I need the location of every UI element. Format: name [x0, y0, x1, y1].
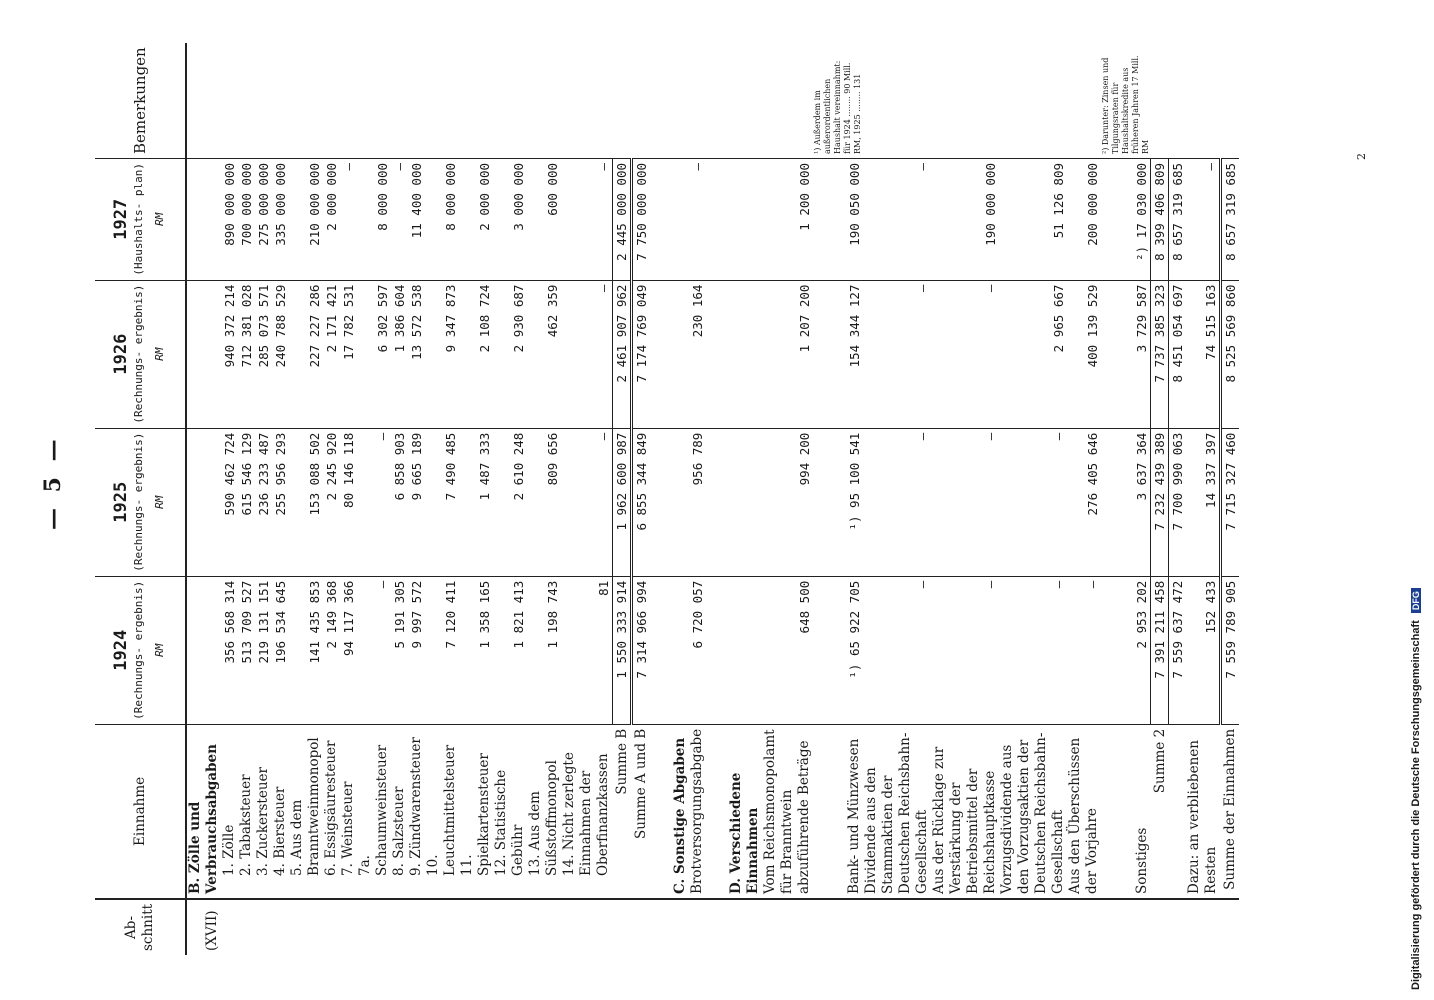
- value-cell: [672, 576, 689, 724]
- abschnitt-cell: [1169, 899, 1187, 955]
- year-unit: RM: [152, 347, 166, 361]
- summe-2b-row: [1169, 43, 1187, 955]
- bemerkung-cell: [493, 43, 527, 158]
- value-cell: [706, 159, 728, 281]
- bemerkung-cell: [612, 43, 631, 158]
- value-cell: —: [357, 576, 391, 724]
- value-cell: 219 131 151: [255, 576, 272, 724]
- abschnitt-cell: [631, 899, 650, 955]
- bemerkung-cell: [1169, 43, 1187, 158]
- bemerkung-cell: [561, 43, 612, 158]
- abschnitt-cell: [323, 899, 340, 955]
- bemerkung-cell: [289, 43, 323, 158]
- year-sub: (Rechnungs- ergebnis): [131, 284, 145, 424]
- bemerkung-cell: [931, 43, 999, 158]
- bemerkung-cell: [459, 43, 493, 158]
- year-unit: RM: [152, 495, 166, 509]
- value-cell: 7 232 439 389: [1151, 428, 1169, 576]
- header-abschnitt: Ab- schnitt: [95, 899, 186, 955]
- value-cell: 2 108 724: [459, 280, 493, 428]
- value-cell: —: [863, 280, 931, 428]
- value-cell: 7 174 769 049: [631, 280, 650, 428]
- abschnitt-cell: [1220, 899, 1239, 955]
- value-cell: 154 344 127: [813, 280, 863, 428]
- bemerkung-cell: [1151, 43, 1169, 158]
- value-cell: [650, 576, 672, 724]
- bemerkung-cell: [340, 43, 357, 158]
- value-cell: —: [999, 576, 1067, 724]
- abschnitt-cell: [689, 899, 706, 955]
- header-1926: [95, 280, 186, 428]
- table-row: [459, 43, 493, 955]
- table-row: [493, 43, 527, 955]
- value-cell: 2 149 368: [323, 576, 340, 724]
- bemerkung-cell: [672, 43, 689, 158]
- abschnitt-cell: [493, 899, 527, 955]
- value-cell: 712 381 028: [238, 280, 255, 428]
- value-cell: 7 737 385 323: [1151, 280, 1169, 428]
- table-row: [408, 43, 425, 955]
- abschnitt-cell: [289, 899, 323, 955]
- abschnitt-cell: [425, 899, 459, 955]
- value-cell: 335 000 000: [272, 159, 289, 281]
- value-cell: 7 314 966 994: [631, 576, 650, 724]
- value-cell: 275 000 000: [255, 159, 272, 281]
- spacer-row: [650, 43, 672, 955]
- value-cell: 285 073 571: [255, 280, 272, 428]
- year-sub: (Haushalts- plan): [131, 163, 145, 276]
- einnahme-label: 14. Nicht zerlegte Einnahmen der Oberfinanzkassen: [561, 724, 612, 899]
- value-cell: 700 000 000: [238, 159, 255, 281]
- abschnitt-cell: [863, 899, 931, 955]
- value-cell: —: [931, 280, 999, 428]
- einnahme-label: 2. Tabaksteuer: [238, 724, 255, 899]
- abschnitt-cell: [340, 899, 357, 955]
- einnahme-label: [650, 724, 672, 899]
- bemerkung-cell: [527, 43, 561, 158]
- value-cell: 152 433: [1186, 576, 1220, 724]
- value-cell: —: [931, 428, 999, 576]
- value-cell: 14 337 397: [1186, 428, 1220, 576]
- value-cell: 80 146 118: [340, 428, 357, 576]
- value-cell: 994 200: [762, 428, 813, 576]
- value-cell: 227 227 286: [289, 280, 323, 428]
- value-cell: 8 657 319 685: [1220, 159, 1239, 281]
- value-cell: 1 198 743: [527, 576, 561, 724]
- einnahme-label: 8. Salzsteuer: [391, 724, 408, 899]
- einnahme-label: 7. Weinsteuer: [340, 724, 357, 899]
- table-row: [762, 43, 813, 955]
- header-1925: [95, 428, 186, 576]
- value-cell: 2 000 000: [323, 159, 340, 281]
- value-cell: [650, 280, 672, 428]
- table-row: [527, 43, 561, 955]
- value-cell: —: [999, 428, 1067, 576]
- value-cell: —: [561, 280, 612, 428]
- summe-einnahmen-row: [1220, 43, 1239, 955]
- abschnitt-cell: [527, 899, 561, 955]
- value-cell: [728, 280, 762, 428]
- abschnitt-cell: [255, 899, 272, 955]
- einnahme-label: Dividende aus den Stammaktien der Deutschen Reichsbahn-Gesellschaft: [863, 724, 931, 899]
- value-cell: 9 665 189: [408, 428, 425, 576]
- value-cell: 13 572 538: [408, 280, 425, 428]
- einnahme-label: 13. Aus dem Süßstoffmonopol: [527, 724, 561, 899]
- value-cell: 1 962 600 987: [612, 428, 631, 576]
- einnahme-label: C. Sonstige Abgaben: [672, 724, 689, 899]
- einnahme-label: Summe 2: [1151, 724, 1169, 899]
- table-row: [289, 43, 323, 955]
- summe-ab-row: [631, 43, 650, 955]
- value-cell: 8 525 569 860: [1220, 280, 1239, 428]
- spacer-row: [706, 43, 728, 955]
- value-cell: 1 487 333: [459, 428, 493, 576]
- einnahme-label: 7a. Schaumweinsteuer: [357, 724, 391, 899]
- value-cell: [706, 576, 728, 724]
- value-cell: [672, 159, 689, 281]
- value-cell: 7 700 990 063: [1169, 428, 1187, 576]
- year-label: 1927: [110, 198, 131, 240]
- value-cell: 8 399 406 809: [1151, 159, 1169, 281]
- abschnitt-cell: [612, 899, 631, 955]
- table-row: [1067, 43, 1101, 955]
- value-cell: 6 302 597: [357, 280, 391, 428]
- value-cell: [186, 280, 221, 428]
- bemerkung-cell: [631, 43, 650, 158]
- einnahme-label: Vom Reichsmonopolamt für Branntwein abzuführende Beträge: [762, 724, 813, 899]
- einnahme-label: Brotversorgungsabgabe: [689, 724, 706, 899]
- value-cell: 8 000 000: [425, 159, 459, 281]
- value-cell: 9 347 873: [425, 280, 459, 428]
- value-cell: 2 461 907 962: [612, 280, 631, 428]
- bemerkung-cell: [706, 43, 728, 158]
- year-label: 1925: [110, 481, 131, 523]
- abschnitt-cell: [672, 899, 689, 955]
- einnahme-label: 5. Aus dem Branntweinmonopol: [289, 724, 323, 899]
- value-cell: 2 245 920: [323, 428, 340, 576]
- value-cell: 8 657 319 685: [1169, 159, 1187, 281]
- table-row: [561, 43, 612, 955]
- value-cell: 210 000 000: [289, 159, 323, 281]
- abschnitt-cell: [1151, 899, 1169, 955]
- header-einnahme: Einnahme: [95, 724, 186, 899]
- header-1927: [95, 159, 186, 281]
- value-cell: 6 855 344 849: [631, 428, 650, 576]
- value-cell: 1 386 604: [391, 280, 408, 428]
- value-cell: 356 568 314: [221, 576, 238, 724]
- einnahme-label: 11. Spielkartensteuer: [459, 724, 493, 899]
- bemerkung-cell: ¹) Außerdem im außerordentlichen Haushalt vereinnahmt: für 1924 ........ 90 Mill. RM, 1925 ........ 131: [812, 60, 862, 154]
- value-cell: 7 559 789 905: [1220, 576, 1239, 724]
- einnahme-label: B. Zölle und Verbrauchsabgaben: [186, 724, 221, 899]
- value-cell: 17 782 531: [340, 280, 357, 428]
- value-cell: —: [863, 428, 931, 576]
- bemerkung-cell: [357, 43, 391, 158]
- header-1924: [95, 576, 186, 724]
- value-cell: [706, 428, 728, 576]
- value-cell: 513 709 527: [238, 576, 255, 724]
- bemerkung-cell: [272, 43, 289, 158]
- value-cell: [672, 428, 689, 576]
- einnahme-label: [706, 724, 728, 899]
- table-row: [272, 43, 289, 955]
- value-cell: 1 821 413: [493, 576, 527, 724]
- value-cell: [650, 428, 672, 576]
- value-cell: 2 445 000 000: [612, 159, 631, 281]
- value-cell: 240 788 529: [272, 280, 289, 428]
- einnahme-label: Aus den Überschüssen der Vorjahre: [1067, 724, 1101, 899]
- table-row: [425, 43, 459, 955]
- bemerkung-cell: [391, 43, 408, 158]
- einnahme-label: [1169, 724, 1187, 899]
- abschnitt-cell: [728, 899, 762, 955]
- value-cell: 141 435 853: [289, 576, 323, 724]
- value-cell: [650, 159, 672, 281]
- value-cell: [728, 428, 762, 576]
- value-cell: 276 405 646: [1067, 428, 1101, 576]
- bemerkung-cell: [1186, 43, 1220, 158]
- table-row: [863, 43, 931, 955]
- abschnitt-cell: [221, 899, 238, 955]
- value-cell: [728, 576, 762, 724]
- value-cell: 255 956 293: [272, 428, 289, 576]
- value-cell: —: [689, 159, 706, 281]
- table-row: [931, 43, 999, 955]
- value-cell: —: [863, 159, 931, 281]
- year-label: 1926: [110, 333, 131, 375]
- bemerkung-cell: [1067, 43, 1101, 158]
- value-cell: 236 233 487: [255, 428, 272, 576]
- einnahme-label: Sonstiges: [1101, 724, 1151, 899]
- value-cell: 890 000 000: [221, 159, 238, 281]
- value-cell: —: [561, 428, 612, 576]
- table-row: [391, 43, 408, 955]
- header-row: [95, 43, 186, 955]
- value-cell: 11 400 000: [408, 159, 425, 281]
- summe-b-row: [612, 43, 631, 955]
- value-cell: 190 050 000: [813, 159, 863, 281]
- value-cell: —: [931, 576, 999, 724]
- value-cell: 51 126 809: [999, 159, 1067, 281]
- bemerkung-cell: [762, 43, 813, 158]
- digitization-text: Digitalisierung gefördert durch die Deutsche Forschungsgemeinschaft: [1410, 620, 1422, 990]
- einnahme-label: 6. Essigsäuresteuer: [323, 724, 340, 899]
- summe-2-row: [1151, 43, 1169, 955]
- table-row: [1101, 43, 1151, 955]
- einnahme-label: Bank- und Münzwesen: [813, 724, 863, 899]
- einnahme-label: Aus der Rücklage zur Verstärkung der Betriebsmittel der Reichshauptkasse: [931, 724, 999, 899]
- table-row: [689, 43, 706, 955]
- value-cell: 940 372 214: [221, 280, 238, 428]
- value-cell: 809 656: [527, 428, 561, 576]
- abschnitt-cell: [1186, 899, 1220, 955]
- year-label: 1924: [110, 629, 131, 671]
- abschnitt-cell: [272, 899, 289, 955]
- abschnitt-cell: (XVII): [186, 899, 221, 955]
- value-cell: [186, 576, 221, 724]
- table-row: [340, 43, 357, 955]
- value-cell: 1 550 333 914: [612, 576, 631, 724]
- value-cell: 2 953 202: [1101, 576, 1151, 724]
- bemerkung-cell: ²) Darunter: Zinsen und Tilgungsraten für Haushaltskredite aus früheren Jahren 17 Mill. RM: [1100, 55, 1150, 154]
- einnahme-label: Summe B: [612, 724, 631, 899]
- value-cell: —: [357, 428, 391, 576]
- value-cell: 7 391 211 458: [1151, 576, 1169, 724]
- einnahme-label: 9. Zündwarensteuer: [408, 724, 425, 899]
- value-cell: 8 451 054 697: [1169, 280, 1187, 428]
- einnahme-label: Summe A und B: [631, 724, 650, 899]
- abschnitt-cell: [561, 899, 612, 955]
- value-cell: 7 559 637 472: [1169, 576, 1187, 724]
- table-row: [238, 43, 255, 955]
- einnahme-label: Dazu: an verbliebenen Resten: [1186, 724, 1220, 899]
- bemerkung-cell: [425, 43, 459, 158]
- section-c-title: [672, 43, 689, 955]
- einnahme-label: 12. Statistische Gebühr: [493, 724, 527, 899]
- revenue-table: [95, 43, 1239, 955]
- value-cell: ¹) 95 100 541: [813, 428, 863, 576]
- bemerkung-cell: [408, 43, 425, 158]
- value-cell: 6 720 057: [689, 576, 706, 724]
- bemerkung-cell: [728, 43, 762, 158]
- value-cell: 94 117 366: [340, 576, 357, 724]
- value-cell: 615 546 129: [238, 428, 255, 576]
- value-cell: —: [561, 159, 612, 281]
- table-row: [357, 43, 391, 955]
- value-cell: —: [340, 159, 357, 281]
- value-cell: 200 000 000: [1067, 159, 1101, 281]
- value-cell: —: [863, 576, 931, 724]
- value-cell: 6 858 903: [391, 428, 408, 576]
- section-b-title: [186, 43, 221, 955]
- value-cell: 1 358 165: [459, 576, 493, 724]
- bemerkung-cell: [999, 43, 1067, 158]
- abschnitt-cell: [650, 899, 672, 955]
- value-cell: —: [1067, 576, 1101, 724]
- bemerkung-cell: [689, 43, 706, 158]
- abschnitt-cell: [1067, 899, 1101, 955]
- abschnitt-cell: [391, 899, 408, 955]
- value-cell: 3 000 000: [493, 159, 527, 281]
- einnahme-label: Summe der Einnahmen: [1220, 724, 1239, 899]
- value-cell: 190 000 000: [931, 159, 999, 281]
- einnahme-label: 10. Leuchtmittelsteuer: [425, 724, 459, 899]
- abschnitt-cell: [999, 899, 1067, 955]
- value-cell: [186, 159, 221, 281]
- value-cell: 1 207 200: [762, 280, 813, 428]
- value-cell: [672, 280, 689, 428]
- bemerkung-cell: [650, 43, 672, 158]
- table-row: [999, 43, 1067, 955]
- year-sub: (Rechnungs- ergebnis): [131, 580, 145, 720]
- value-cell: 8 000 000: [357, 159, 391, 281]
- value-cell: 956 789: [689, 428, 706, 576]
- value-cell: ¹) 65 922 705: [813, 576, 863, 724]
- value-cell: 2 171 421: [323, 280, 340, 428]
- year-unit: RM: [152, 643, 166, 657]
- table-row: [255, 43, 272, 955]
- einnahme-label: D. Verschiedene Einnahmen: [728, 724, 762, 899]
- value-cell: 600 000: [527, 159, 561, 281]
- value-cell: 81: [561, 576, 612, 724]
- value-cell: 9 997 572: [408, 576, 425, 724]
- bemerkung-cell: [1220, 43, 1239, 158]
- table-row: [221, 43, 238, 955]
- bemerkung-cell: [186, 43, 221, 158]
- year-sub: (Rechnungs- ergebnis): [131, 432, 145, 572]
- abschnitt-cell: [931, 899, 999, 955]
- abschnitt-cell: [762, 899, 813, 955]
- table-row: [323, 43, 340, 955]
- bemerkung-cell: [238, 43, 255, 158]
- bemerkung-cell: [255, 43, 272, 158]
- year-unit: RM: [152, 212, 166, 226]
- value-cell: 1 200 000: [762, 159, 813, 281]
- bemerkung-cell: [863, 43, 931, 158]
- value-cell: 2 000 000: [459, 159, 493, 281]
- digitization-note: [1410, 588, 1422, 990]
- value-cell: 7 490 485: [425, 428, 459, 576]
- abschnitt-cell: [459, 899, 493, 955]
- abschnitt-cell: [357, 899, 391, 955]
- einnahme-label: 4. Biersteuer: [272, 724, 289, 899]
- einnahme-label: Vorzugsdividende aus den Vorzugsaktien der Deutschen Reichsbahn-Gesellschaft: [999, 724, 1067, 899]
- value-cell: 74 515 163: [1186, 280, 1220, 428]
- value-cell: 462 359: [527, 280, 561, 428]
- value-cell: —: [391, 159, 408, 281]
- table-row: [813, 43, 863, 955]
- abschnitt-cell: [408, 899, 425, 955]
- abschnitt-cell: [813, 899, 863, 955]
- dfg-logo: DFG: [1411, 588, 1421, 613]
- value-cell: ²) 17 030 000: [1101, 159, 1151, 281]
- value-cell: 2 930 687: [493, 280, 527, 428]
- section-d-title: [728, 43, 762, 955]
- value-cell: 3 729 587: [1101, 280, 1151, 428]
- value-cell: 5 191 305: [391, 576, 408, 724]
- bemerkung-cell: [323, 43, 340, 158]
- abschnitt-cell: [238, 899, 255, 955]
- value-cell: 196 534 645: [272, 576, 289, 724]
- value-cell: 230 164: [689, 280, 706, 428]
- page-number: — 5 —: [40, 435, 66, 530]
- value-cell: 7 715 327 460: [1220, 428, 1239, 576]
- value-cell: 2 610 248: [493, 428, 527, 576]
- value-cell: 7 750 000 000: [631, 159, 650, 281]
- einnahme-label: 1. Zölle: [221, 724, 238, 899]
- value-cell: 153 088 502: [289, 428, 323, 576]
- value-cell: [186, 428, 221, 576]
- value-cell: —: [1186, 159, 1220, 281]
- footer-digit: 2: [1355, 153, 1368, 160]
- dazu-row: [1186, 43, 1220, 955]
- value-cell: [706, 280, 728, 428]
- value-cell: 648 500: [762, 576, 813, 724]
- value-cell: 400 139 529: [1067, 280, 1101, 428]
- value-cell: 2 965 667: [999, 280, 1067, 428]
- einnahme-label: 3. Zuckersteuer: [255, 724, 272, 899]
- abschnitt-cell: [1101, 899, 1151, 955]
- value-cell: 590 462 724: [221, 428, 238, 576]
- bemerkung-cell: [221, 43, 238, 158]
- value-cell: 7 120 411: [425, 576, 459, 724]
- abschnitt-cell: [706, 899, 728, 955]
- value-cell: 3 637 364: [1101, 428, 1151, 576]
- value-cell: [728, 159, 762, 281]
- table-body: [186, 43, 1239, 955]
- header-bemerkungen: Bemerkungen: [95, 43, 186, 158]
